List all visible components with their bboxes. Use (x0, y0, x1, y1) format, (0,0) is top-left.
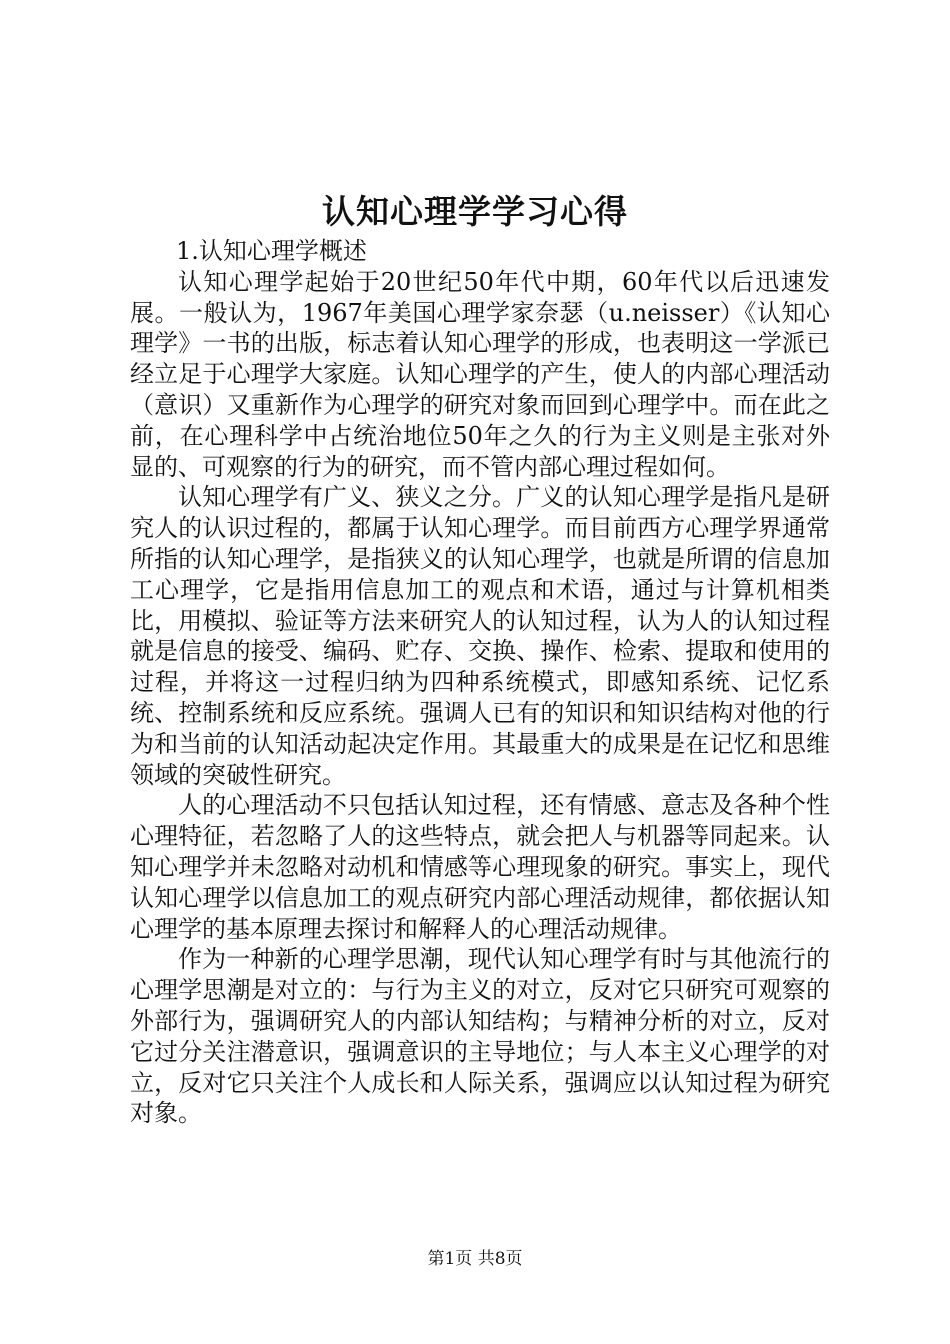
paragraph-4: 作为一种新的心理学思潮，现代认知心理学有时与其他流行的心理学思潮是对立的：与行为主义的对立，反对它只研究可观察的外部行为，强调研究人的内部认知结构；与精神分析的对立，反对它过分关注潜意识，强调意识的主导地位；与人本主义心理学的对立，反对它只关注个人成长和人际关系，强调应以认知过程为研究对象。 (130, 945, 830, 1128)
paragraph-1: 认知心理学起始于20世纪50年代中期，60年代以后迅速发展。一般认为，1967年美国心理学家奈瑟（u.neisser）《认知心理学》一书的出版，标志着认知心理学的形成，也表明这一学派已经立足于心理学大家庭。认知心理学的产生，使人的内部心理活动（意识）又重新作为心理学的研究对象而回到心理学中。而在此之前，在心理科学中占统治地位50年之久的行为主义则是主张对外显的、可观察的行为的研究，而不管内部心理过程如何。 (130, 267, 830, 481)
section-heading: 1.认知心理学概述 (176, 237, 367, 265)
page-number-footer: 第1页 共8页 (427, 1249, 523, 1269)
paragraph-2: 认知心理学有广义、狭义之分。广义的认知心理学是指凡是研究人的认识过程的，都属于认知心理学。而目前西方心理学界通常所指的认知心理学，是指狭义的认知心理学，也就是所谓的信息加工心理学，它是指用信息加工的观点和术语，通过与计算机相类比，用模拟、验证等方法来研究人的认知过程，认为人的认知过程就是信息的接受、编码、贮存、交换、操作、检索、提取和使用的过程，并将这一过程归纳为四种系统模式，即感知系统、记忆系统、控制系统和反应系统。强调人已有的知识和知识结构对他的行为和当前的认知活动起决定作用。其最重大的成果是在记忆和思维领域的突破性研究。 (130, 483, 830, 789)
paragraph-3: 人的心理活动不只包括认知过程，还有情感、意志及各种个性心理特征，若忽略了人的这些特点，就会把人与机器等同起来。认知心理学并未忽略对动机和情感等心理现象的研究。事实上，现代认知心理学以信息加工的观点研究内部心理活动规律，都依据认知心理学的基本原理去探讨和解释人的心理活动规律。 (130, 791, 830, 943)
document-body (130, 236, 830, 1129)
page-title: 认知心理学学习心得 (322, 192, 628, 231)
